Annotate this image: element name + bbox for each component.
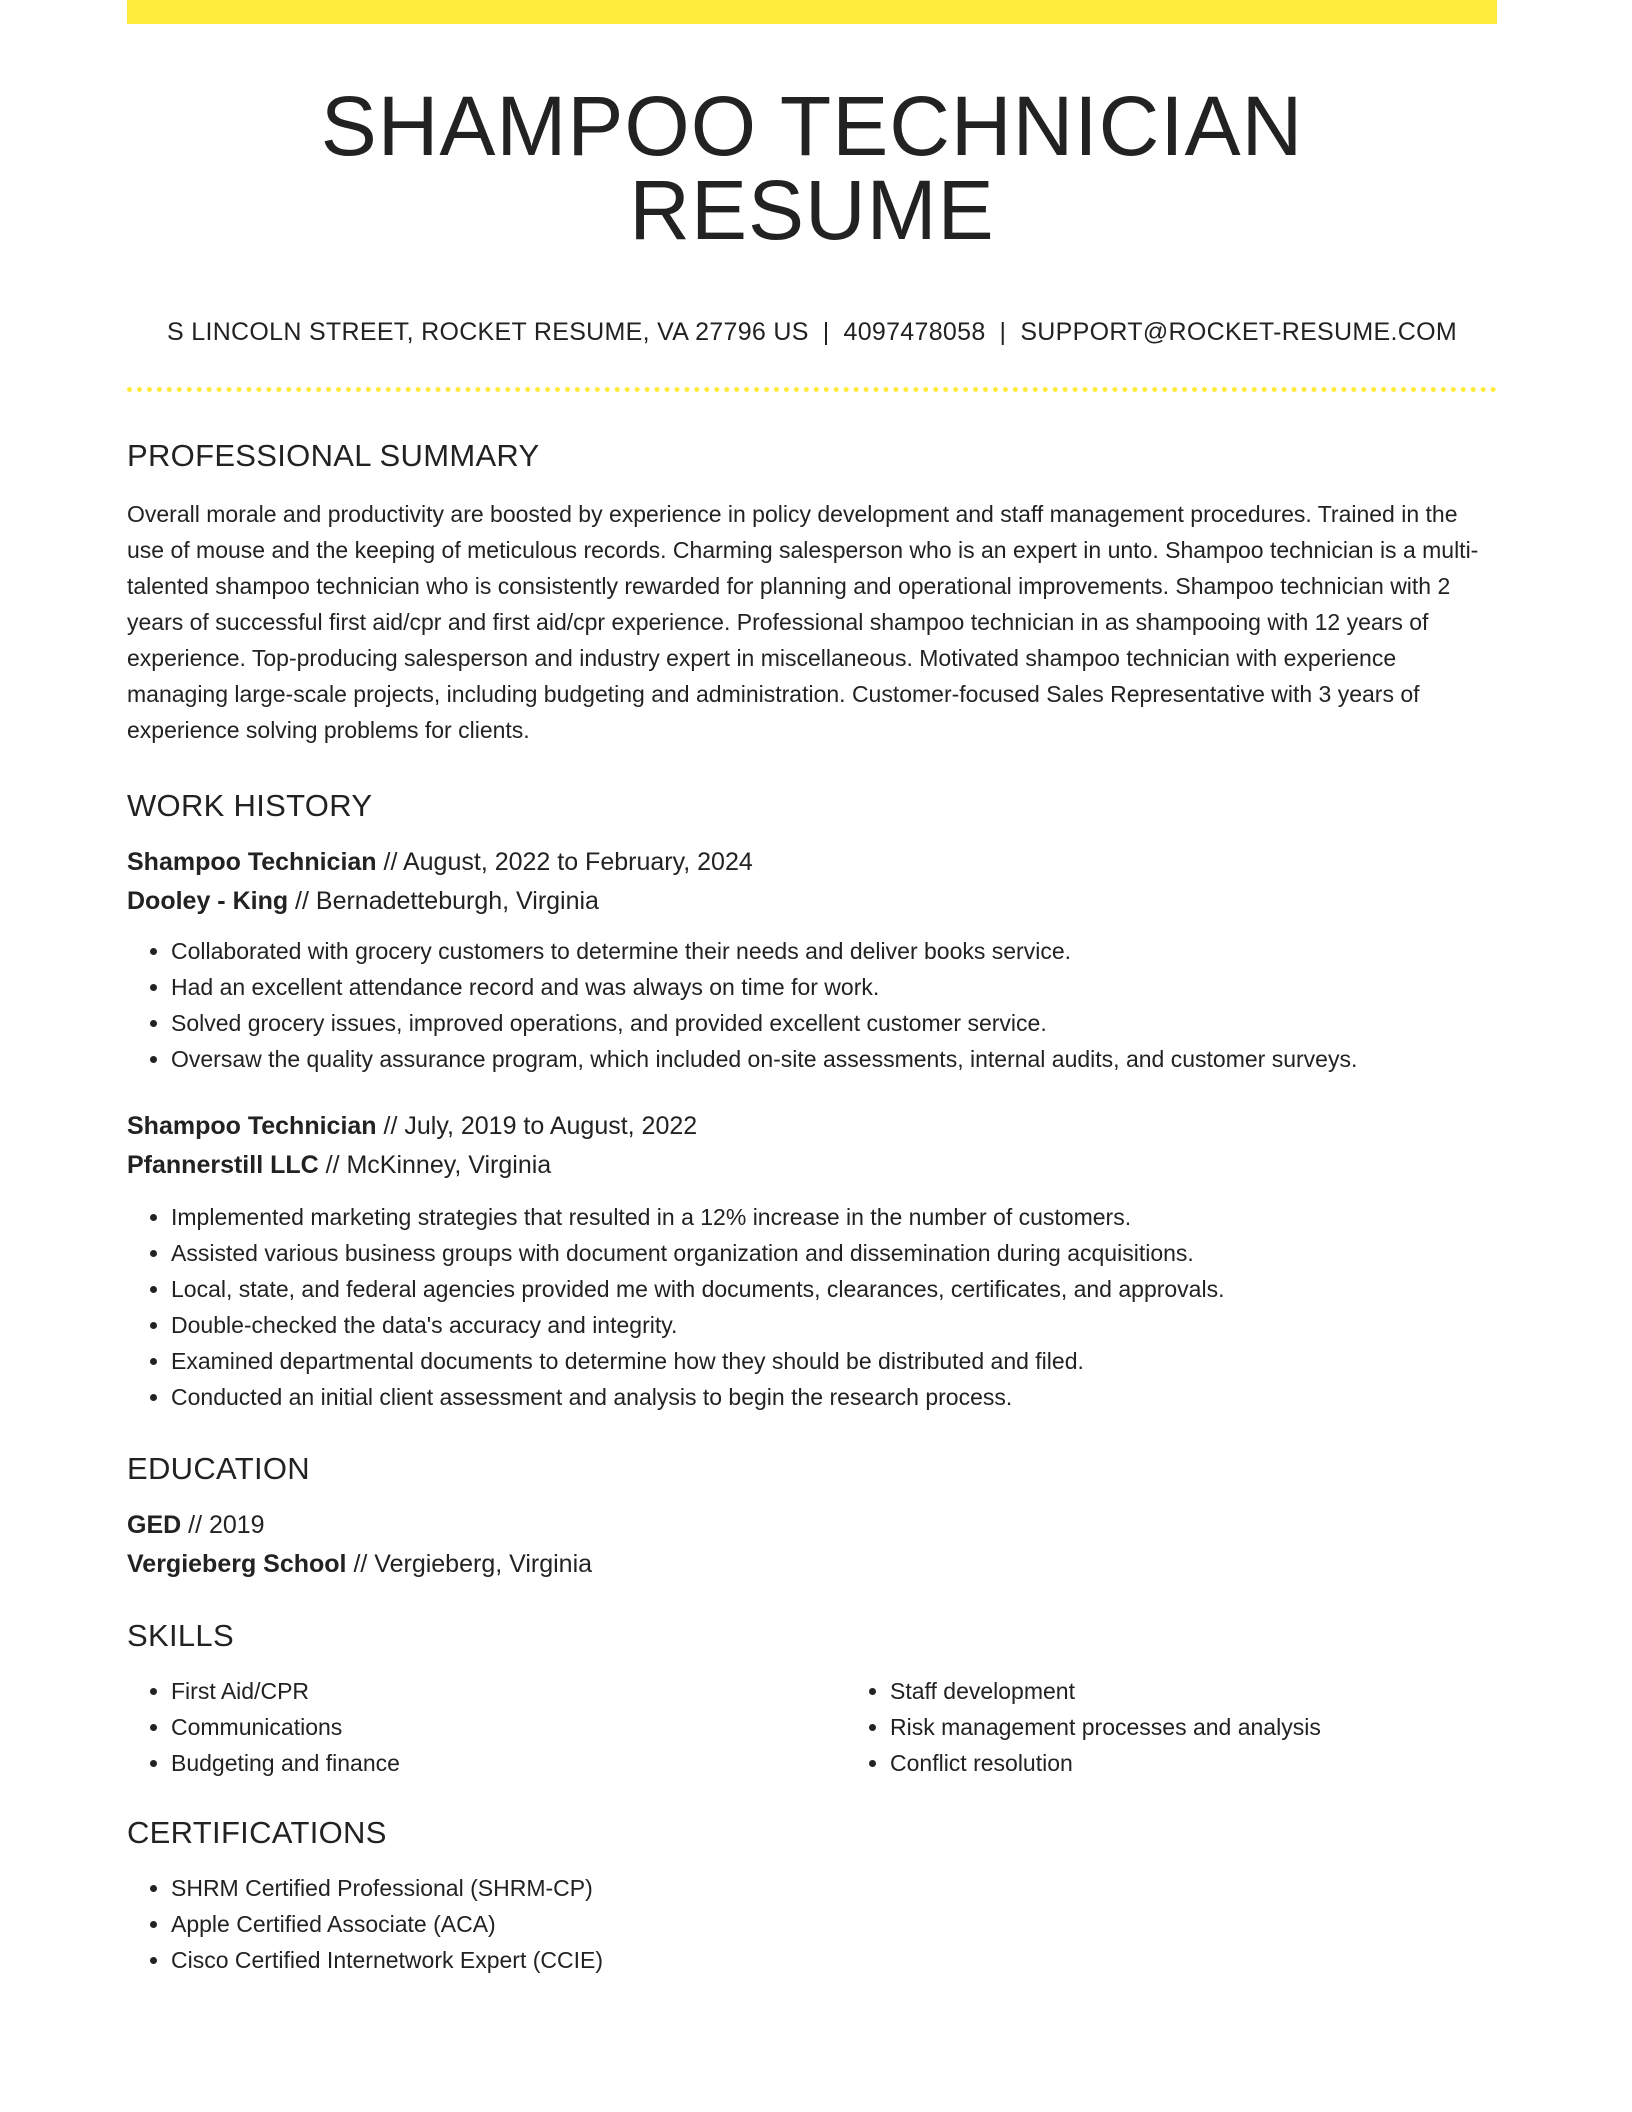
resume-title: SHAMPOO TECHNICIAN RESUME bbox=[320, 79, 1304, 257]
job-bullet: • Conducted an initial client assessment and analysis to begin the research process. bbox=[171, 1379, 1497, 1415]
job-bullet: • Collaborated with grocery customers to determine their needs and deliver books service. bbox=[171, 933, 1497, 969]
skill-item: • Communications bbox=[171, 1709, 846, 1745]
skills-column-right bbox=[846, 1673, 1565, 1781]
job-bullet: • Examined departmental documents to determine how they should be distributed and filed. bbox=[171, 1343, 1497, 1379]
work-history-heading: WORK HISTORY bbox=[127, 788, 373, 823]
education-school: Vergieberg School bbox=[127, 1550, 347, 1578]
summary-heading: PROFESSIONAL SUMMARY bbox=[127, 438, 540, 473]
job-bullets bbox=[127, 1199, 1497, 1415]
summary-text: Overall morale and productivity are boosted by experience in policy development and staff management procedures. Trained in the use of mouse and the keeping of meticulous records. Charming salesperson who is an expert in unto. Shampoo technician is a multi-talented shampoo technician who is consistently rewarded for planning and operational improvements. Shampoo technician with 2 years of successful first aid/cpr and first aid/cpr experience. Professional shampoo technician in as shampooing with 12 years of experience. Top-producing salesperson and industry expert in miscellaneous. Motivated shampoo technician with experience managing large-scale projects, including budgeting and administration. Customer-focused Sales Representative with 3 years of experience solving problems for clients. bbox=[127, 501, 1479, 743]
job-location: // Bernadetteburgh, Virginia bbox=[288, 887, 599, 915]
education-year: // 2019 bbox=[181, 1511, 265, 1539]
certifications-heading: CERTIFICATIONS bbox=[127, 1815, 387, 1850]
job-entry bbox=[127, 1107, 1497, 1415]
job-bullet: • Implemented marketing strategies that resulted in a 12% increase in the number of customers. bbox=[171, 1199, 1497, 1235]
job-location: // McKinney, Virginia bbox=[318, 1151, 552, 1179]
job-bullet: • Double-checked the data's accuracy and integrity. bbox=[171, 1307, 1497, 1343]
certification-item: • SHRM Certified Professional (SHRM-CP) bbox=[171, 1870, 1497, 1906]
education-school-line bbox=[127, 1545, 1497, 1584]
contact-separator: | bbox=[822, 318, 830, 346]
certifications-list bbox=[127, 1870, 1497, 1978]
accent-top-bar bbox=[127, 0, 1497, 24]
skill-item: • Budgeting and finance bbox=[171, 1745, 846, 1781]
skill-item: • Staff development bbox=[890, 1673, 1565, 1709]
skills-heading: SKILLS bbox=[127, 1618, 234, 1653]
education-heading: EDUCATION bbox=[127, 1451, 310, 1486]
education-location: // Vergieberg, Virginia bbox=[346, 1550, 593, 1578]
contact-email: SUPPORT@ROCKET-RESUME.COM bbox=[1020, 318, 1457, 346]
resume-page bbox=[127, 0, 1497, 1978]
contact-address: S LINCOLN STREET, ROCKET RESUME, VA 27796 US bbox=[167, 318, 809, 346]
job-company-line bbox=[127, 882, 1497, 921]
job-company: Dooley - King bbox=[127, 887, 289, 915]
skills-grid bbox=[127, 1673, 1497, 1781]
skill-item: • First Aid/CPR bbox=[171, 1673, 846, 1709]
job-title-line bbox=[127, 1107, 1497, 1146]
job-dates: // August, 2022 to February, 2024 bbox=[376, 848, 753, 876]
contact-phone: 4097478058 bbox=[843, 318, 986, 346]
job-bullet: • Oversaw the quality assurance program, which included on-site assessments, internal audits, and customer surveys. bbox=[171, 1041, 1497, 1077]
job-bullet: • Local, state, and federal agencies provided me with documents, clearances, certificates, and approvals. bbox=[171, 1271, 1497, 1307]
job-dates: // July, 2019 to August, 2022 bbox=[376, 1112, 698, 1140]
skills-column-left bbox=[127, 1673, 846, 1781]
education-degree-line bbox=[127, 1506, 1497, 1545]
job-bullets bbox=[127, 933, 1497, 1077]
certification-item: • Apple Certified Associate (ACA) bbox=[171, 1906, 1497, 1942]
job-company: Pfannerstill LLC bbox=[127, 1151, 319, 1179]
job-title-line bbox=[127, 843, 1497, 882]
education-degree: GED bbox=[127, 1511, 182, 1539]
skill-item: • Risk management processes and analysis bbox=[890, 1709, 1565, 1745]
job-bullet: • Assisted various business groups with document organization and dissemination during acquisitions. bbox=[171, 1235, 1497, 1271]
education-entry bbox=[127, 1506, 1497, 1584]
certification-item: • Cisco Certified Internetwork Expert (CCIE) bbox=[171, 1942, 1497, 1978]
job-bullet: • Had an excellent attendance record and was always on time for work. bbox=[171, 969, 1497, 1005]
job-title: Shampoo Technician bbox=[127, 848, 377, 876]
skill-item: • Conflict resolution bbox=[890, 1745, 1565, 1781]
dotted-divider bbox=[127, 387, 1497, 392]
job-bullet: • Solved grocery issues, improved operations, and provided excellent customer service. bbox=[171, 1005, 1497, 1041]
job-company-line bbox=[127, 1146, 1497, 1185]
contact-separator: | bbox=[999, 318, 1007, 346]
job-title: Shampoo Technician bbox=[127, 1112, 377, 1140]
job-entry bbox=[127, 843, 1497, 1077]
contact-line bbox=[127, 318, 1497, 347]
